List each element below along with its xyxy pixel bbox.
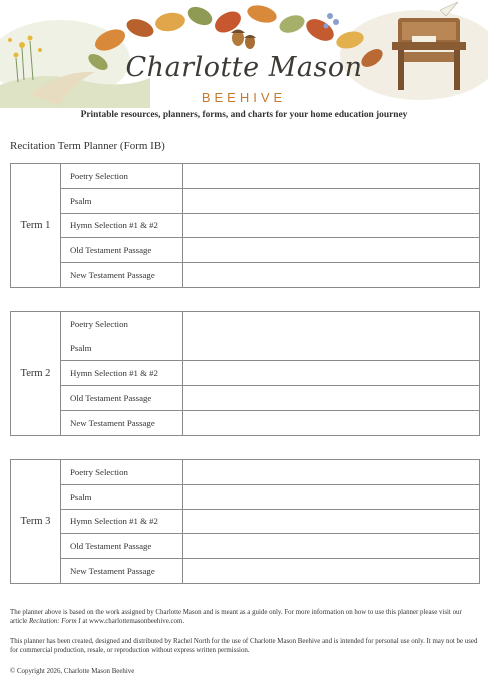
term-table-3 xyxy=(10,459,480,584)
term-table-2 xyxy=(10,311,480,436)
table-row xyxy=(61,263,479,287)
entry-field[interactable] xyxy=(183,411,479,435)
row-label: Poetry Selection xyxy=(61,164,183,188)
table-row xyxy=(61,559,479,583)
table-row xyxy=(61,460,479,485)
entry-field[interactable] xyxy=(183,534,479,558)
row-label: Psalm xyxy=(61,336,183,360)
table-row xyxy=(61,336,479,360)
table-row xyxy=(61,485,479,509)
table-row xyxy=(61,360,479,386)
row-label: Old Testament Passage xyxy=(61,238,183,262)
row-label: New Testament Passage xyxy=(61,263,183,287)
entry-field[interactable] xyxy=(183,460,479,484)
tagline: Printable resources, planners, forms, and charts for your home education journey xyxy=(80,110,408,120)
entry-field[interactable] xyxy=(183,559,479,583)
term-label: Term 2 xyxy=(11,312,61,435)
table-row xyxy=(61,411,479,435)
row-label: Poetry Selection xyxy=(61,312,183,336)
table-row xyxy=(61,214,479,239)
entry-field[interactable] xyxy=(183,238,479,262)
entry-field[interactable] xyxy=(183,361,479,385)
entry-field[interactable] xyxy=(183,189,479,213)
term-label: Term 3 xyxy=(11,460,61,583)
row-label: Psalm xyxy=(61,189,183,213)
table-row xyxy=(61,164,479,189)
row-label: Old Testament Passage xyxy=(61,534,183,558)
footer-note-text: The planner above is based on the work assigned by Charlotte Mason and is meant as a guide only. For more information on how to use this planner please visit our article xyxy=(10,609,462,625)
term-table-1 xyxy=(10,163,480,288)
entry-field[interactable] xyxy=(183,336,479,360)
entry-field[interactable] xyxy=(183,263,479,287)
row-label: New Testament Passage xyxy=(61,411,183,435)
entry-field[interactable] xyxy=(183,386,479,410)
row-label: Hymn Selection #1 & #2 xyxy=(61,214,183,238)
brand-title: Charlotte Mason xyxy=(125,52,363,83)
entry-field[interactable] xyxy=(183,312,479,336)
row-label: Old Testament Passage xyxy=(61,386,183,410)
entry-field[interactable] xyxy=(183,164,479,188)
page-title: Recitation Term Planner (Form IB) xyxy=(10,140,165,152)
table-row xyxy=(61,189,479,214)
table-row xyxy=(61,238,479,263)
row-label: Hymn Selection #1 & #2 xyxy=(61,361,183,385)
row-label: Psalm xyxy=(61,485,183,509)
row-label: Hymn Selection #1 & #2 xyxy=(61,510,183,534)
entry-field[interactable] xyxy=(183,485,479,509)
term-label: Term 1 xyxy=(11,164,61,287)
table-row xyxy=(61,386,479,411)
article-link[interactable]: Recitation: Form I xyxy=(28,618,81,625)
footer-note-license: This planner has been created, designed and distributed by Rachel North for the use of Charlotte Mason Beehive and is intended for personal use only. It may not be used for commercial production, resale, or reproduction without express written permission. xyxy=(10,638,478,654)
footer-note-text: at www.charlottemasonbeehive.com. xyxy=(80,618,185,625)
copyright: © Copyright 2026, Charlotte Mason Beehive xyxy=(10,668,135,675)
brand-subtitle: BEEHIVE xyxy=(201,90,287,105)
entry-field[interactable] xyxy=(183,214,479,238)
footer-note-guide xyxy=(10,608,480,626)
row-label: Poetry Selection xyxy=(61,460,183,484)
row-label: New Testament Passage xyxy=(61,559,183,583)
table-row xyxy=(61,312,479,336)
table-row xyxy=(61,509,479,535)
table-row xyxy=(61,534,479,559)
entry-field[interactable] xyxy=(183,510,479,534)
